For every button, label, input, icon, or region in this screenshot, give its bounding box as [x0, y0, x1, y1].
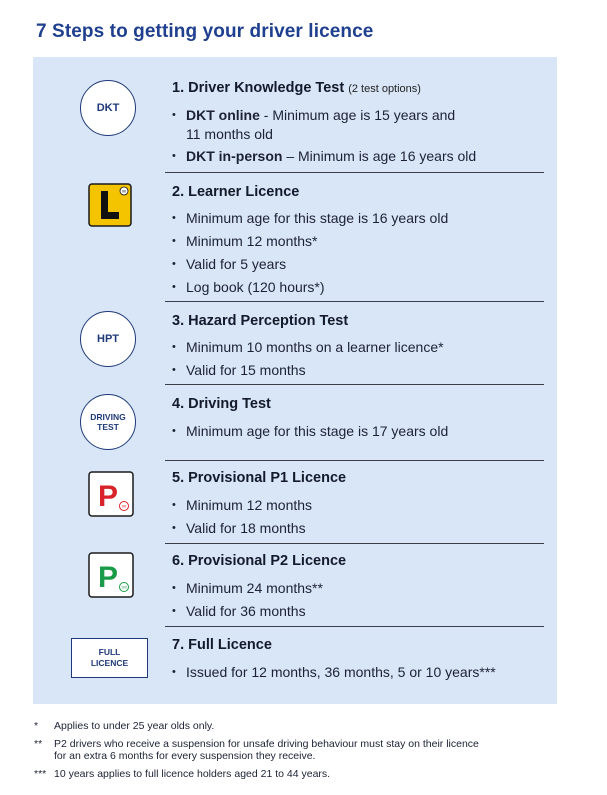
divider: [165, 384, 544, 385]
learner-plate-icon: [88, 183, 146, 241]
footnote-mark: **: [34, 738, 43, 750]
footnote: [34, 738, 574, 762]
driving-test-icon: [80, 394, 138, 452]
icon-line-2: LICENCE: [90, 658, 129, 668]
list-item: • Minimum age for this stage is 16 years old: [172, 209, 448, 228]
list-item: • Minimum 10 months on a learner licence*: [172, 338, 444, 357]
bullet-bold: DKT online: [186, 107, 260, 123]
footnote: [34, 720, 574, 732]
step-7-bullets: [172, 663, 496, 686]
step-7-title: 7. Full Licence: [172, 637, 272, 653]
dkt-icon-label: DKT: [80, 80, 136, 136]
bullet-text-cont: 11 months old: [186, 126, 273, 142]
bullet-text: - Minimum age is 15 years and: [259, 107, 456, 123]
footnotes: [34, 720, 574, 786]
list-item: • Valid for 18 months: [172, 519, 312, 538]
list-item: • Issued for 12 months, 36 months, 5 or 10 years***: [172, 663, 496, 682]
p1-plate-svg: [88, 471, 134, 517]
learner-plate-svg: [88, 183, 132, 227]
step-4-bullets: [172, 422, 448, 445]
footnote-text-cont: for an extra 6 months for every suspension they receive.: [54, 750, 316, 762]
p1-plate-icon: [88, 471, 146, 529]
footnote: [34, 768, 574, 780]
divider: [165, 626, 544, 627]
step-3-title: 3. Hazard Perception Test: [172, 313, 349, 329]
list-item: [172, 106, 476, 144]
footnote-text: Applies to under 25 year olds only.: [54, 720, 215, 732]
step-5-bullets: [172, 496, 312, 542]
p2-plate-svg: [88, 552, 134, 598]
footnote-mark: *: [34, 720, 39, 732]
p2-plate-icon: [88, 552, 146, 610]
divider: [165, 172, 544, 173]
step-3-bullets: [172, 338, 444, 384]
step-1-bullets: [172, 106, 476, 170]
list-item: • Valid for 5 years: [172, 255, 448, 274]
learner-badge-text: 90: [121, 188, 127, 194]
divider: [165, 543, 544, 544]
list-item: [172, 147, 476, 166]
divider: [165, 460, 544, 461]
p1-letter: P: [97, 480, 119, 513]
page-title: 7 Steps to getting your driver licence: [36, 21, 374, 42]
hpt-icon: [80, 311, 138, 369]
step-1-title-text: 1. Driver Knowledge Test: [172, 80, 345, 96]
p2-badge-text: 100: [121, 585, 127, 590]
step-2-bullets: [172, 209, 448, 301]
p1-badge-text: 90: [121, 503, 127, 509]
footnote-text: P2 drivers who receive a suspension for unsafe driving behaviour must stay on their licence: [54, 738, 479, 750]
dkt-icon: [80, 80, 138, 138]
p2-letter: P: [97, 561, 119, 594]
divider: [165, 301, 544, 302]
hpt-icon-label: HPT: [80, 311, 136, 367]
list-item: • Minimum 12 months: [172, 496, 312, 515]
step-6-title: 6. Provisional P2 Licence: [172, 553, 347, 569]
full-licence-icon: [71, 638, 148, 678]
footnote-mark: ***: [34, 768, 47, 780]
list-item: • Log book (120 hours*): [172, 278, 448, 297]
list-item: • Valid for 36 months: [172, 602, 323, 621]
list-item: • Valid for 15 months: [172, 361, 444, 380]
icon-line-1: FULL: [98, 647, 121, 657]
step-5-title: 5. Provisional P1 Licence: [172, 470, 347, 486]
step-1-title: [172, 80, 421, 96]
list-item: • Minimum age for this stage is 17 years old: [172, 422, 448, 441]
icon-line-2: TEST: [97, 422, 119, 432]
steps-panel: [33, 57, 557, 704]
bullet-bold: DKT in-person: [186, 148, 283, 164]
list-item: • Minimum 24 months**: [172, 579, 323, 598]
icon-line-1: DRIVING: [90, 412, 126, 422]
step-2-title: 2. Learner Licence: [172, 184, 300, 200]
footnote-text: 10 years applies to full licence holders aged 21 to 44 years.: [54, 768, 331, 780]
step-6-bullets: [172, 579, 323, 625]
bullet-text: – Minimum is age 16 years old: [282, 148, 477, 164]
step-4-title: 4. Driving Test: [172, 396, 271, 412]
list-item: • Minimum 12 months*: [172, 232, 448, 251]
step-1-title-note: (2 test options): [348, 83, 421, 95]
driving-test-icon-label: [80, 394, 136, 450]
